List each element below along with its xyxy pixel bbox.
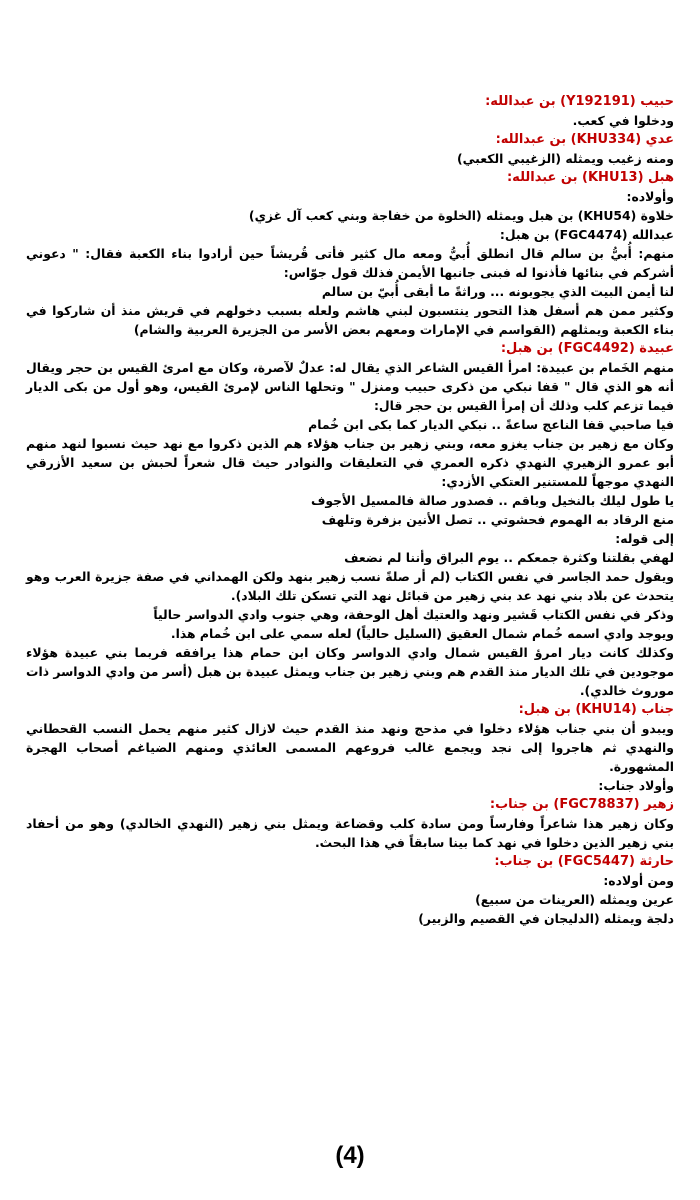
document-body xyxy=(26,92,674,928)
section-heading-dark: عبدالله (FGC4474) بن هبل: xyxy=(499,227,674,242)
poem-verse: فيا صاحبي قفا الناعج ساعةً .. نبكي الديار كما بكى ابن خُمام xyxy=(308,417,674,432)
paragraph: ويوجد وادي اسمه خُمام شمال العقيق (السليل حالياً) لعله سمي على ابن خُمام هذا. xyxy=(170,626,674,641)
section-heading: عدي (KHU334) بن عبدالله: xyxy=(495,132,674,147)
poem-verse: لهفي بقلتنا وكثرة جمعكم .. يوم البراق وأننا لم نضعف xyxy=(344,550,674,565)
section-heading: حارثة (FGC5447) بن جناب: xyxy=(494,854,674,869)
paragraph: وكثير ممن هم أسفل هذا التحور ينتسبون لبني هاشم ولعله بسبب دخولهم في قريش منذ أن شاركوا في بناء الكعبة ويمثلهم (القواسم في الإمارات ومعهم بعض الأسر من الجزيرة العربية والشام) xyxy=(26,303,674,337)
paragraph: ويبدو أن بني جناب هؤلاء دخلوا في مذحج ونهد منذ القدم حيث لازال كثير منهم يحمل النسب القحطاني والنهدي ثم هاجروا إلى نجد ويجمع غالب فروعهم المسمى العائذي ومنهم الضياغم أصحاب الهجرة المشهورة. xyxy=(26,721,674,774)
paragraph: وكذلك كانت ديار امرؤ القيس شمال وادي الدواسر وكان ابن حمام هذا يرافقه فربما بني عبيدة هؤلاء موجودين في تلك الديار منذ القدم هم وبني زهير بن جناب ويمثل عبيدة بن هبل (أسر من وادي الدواسر ذات موروث خالدي). xyxy=(26,645,674,698)
paragraph: عرين ويمثله (العرينات من سبيع) xyxy=(475,892,674,907)
paragraph: ومنه زغيب ويمثله (الزغيبي الكعبي) xyxy=(456,151,674,166)
paragraph: وكان مع زهير بن جناب يغزو معه، وبني زهير بن جناب هؤلاء هم الذين ذكروا مع نهد حيث نسبوا لنهد منهم أبو عمرو الزهيري النهدي ذكره العمري في التعليقات والنوادر حيث قال شعراً لحبش بن سعيد الأزرقي النهدي موجهاً للمستنير العتكي الأزدي: xyxy=(26,436,674,489)
poem-verse: يا طول ليلك بالنخيل وباقم .. فصدور صالة فالمسيل الأجوف xyxy=(310,493,674,508)
paragraph: وكان زهير هذا شاعراً وفارساً ومن سادة كلب وقضاعة ويمثل بني زهير (النهدي الخالدي) وهو من أحفاد بني زهير الذين دخلوا في نهد كما بينا سابقاً في هذا البحث. xyxy=(26,816,674,850)
paragraph: منهم الخَمام بن عبيدة: امرأ القيس الشاعر الذي يقال له: عدلٌ لآصرة، وكان مع امرئ القيس بن حجر ويقال أنه هو الذي قال " قفا نبكي من ذكرى حبيب ومنزل " وتحلها الناس لإمرئ القيس، وهو أول من بكى الديار فيما تزعم كلب وذلك أن إمرأ القيس بن حجر قال: xyxy=(26,360,674,413)
poem-verse: منع الرقاد به الهموم فحشوتي .. تصل الأنين بزفرة وتلهف xyxy=(321,512,674,527)
paragraph: وأولاد جناب: xyxy=(598,778,674,793)
paragraph: ودخلوا في كعب. xyxy=(572,113,674,128)
paragraph: وأولاده: xyxy=(626,189,674,204)
paragraph: منهم: أُبيُّ بن سالم قال انطلق أُبيُّ ومعه مال كثير فأتى قُريشاً حين أرادوا بناء الكعبة فقال: " دعوني أشركم في بنائها فأذنوا له فبنى جانبها الأيمن فذلك قول جوّاس: xyxy=(26,246,674,280)
paragraph: ومن أولاده: xyxy=(603,873,674,888)
section-heading: عبيدة (FGC4492) بن هبل: xyxy=(500,341,674,356)
section-heading: زهير (FGC78837) بن جناب: xyxy=(489,797,674,812)
section-heading: جناب (KHU14) بن هبل: xyxy=(518,702,674,717)
paragraph: ويقول حمد الجاسر في نفس الكتاب (لم أر صلةً نسب زهير بنهد ولكن الهمداني في صفة جزيرة العرب وهو يتحدث عن بلاد بني نهد عد بني زهير من قبائل نهد التي تسكن تلك البلاد). xyxy=(26,569,674,603)
paragraph: دلجة ويمثله (الدليجان في القصيم والزبير) xyxy=(418,911,674,926)
poem-verse: لنا أيمن البيت الذي يجوبونه ... وراثةً ما أبقى أُبيّ بن سالم xyxy=(321,284,674,299)
section-heading: هبل (KHU13) بن عبدالله: xyxy=(506,170,674,185)
paragraph: إلى قوله: xyxy=(615,531,674,546)
paragraph: وذكر في نفس الكتاب قَشير ونهد والعتيك أهل الوحفة، وهي جنوب وادي الدواسر حالياً xyxy=(153,607,674,622)
paragraph: خلاوة (KHU54) بن هبل ويمثله (الخلوة من خفاجة وبني كعب آل غزي) xyxy=(248,208,674,223)
section-heading: حبيب (Y192191) بن عبدالله: xyxy=(485,94,674,109)
page-number: (4) xyxy=(335,1142,365,1169)
